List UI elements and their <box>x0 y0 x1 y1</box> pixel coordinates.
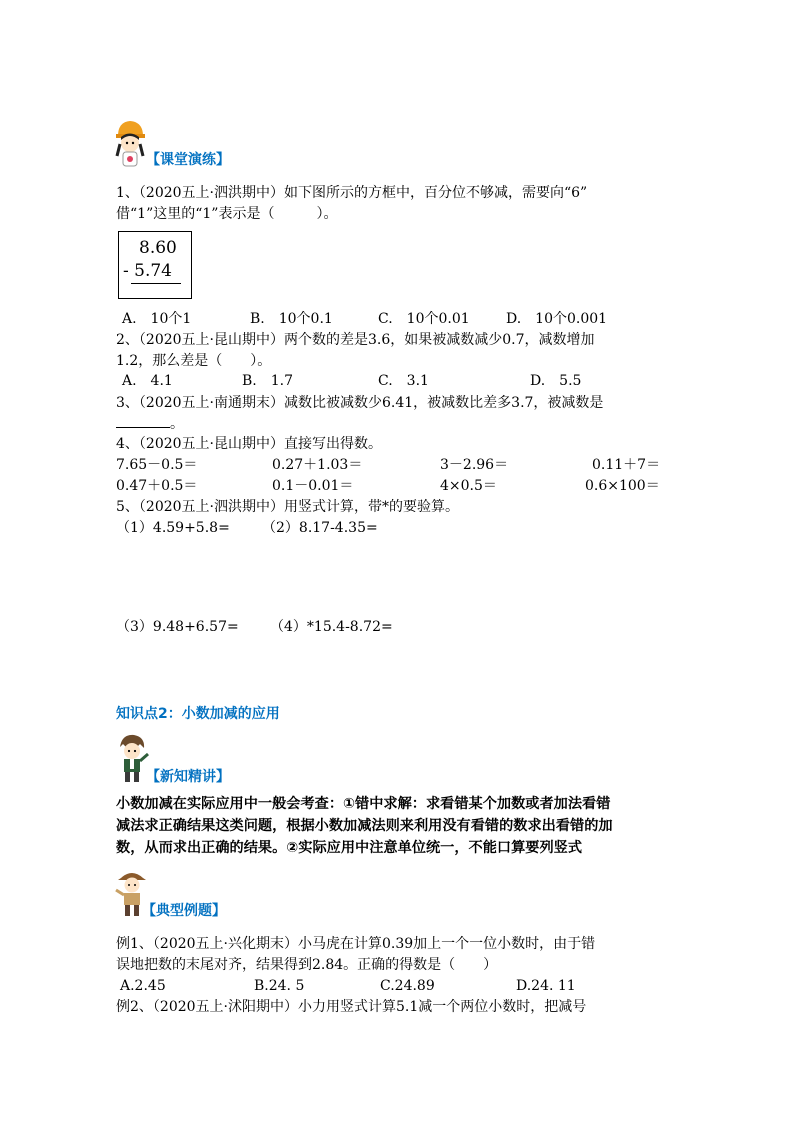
answer-blank <box>116 413 170 428</box>
example1-line1: 例1、（2020五上·兴化期末）小马虎在计算0.39加上一个一位小数时，由于错 <box>116 936 596 952</box>
q4-r1-c4: 0.11＋7＝ <box>592 457 661 473</box>
q3-line2: 。 <box>116 413 184 433</box>
figure-underline <box>131 283 181 284</box>
q1-option-c: C. 10个0.01 <box>378 311 470 327</box>
example1-option-b: B.24. 5 <box>254 978 305 994</box>
q4-r1-c3: 3－2.96＝ <box>440 457 509 473</box>
q5-line1: 5、（2020五上·泗洪期中）用竖式计算，带*的要验算。 <box>116 499 459 515</box>
q5-part4: （4）*15.4-8.72= <box>270 619 393 635</box>
q4-line1: 4、（2020五上·昆山期中）直接写出得数。 <box>116 436 382 452</box>
q5-part2: （2）8.17-4.35= <box>262 520 378 536</box>
q4-r2-c3: 4×0.5＝ <box>440 478 497 494</box>
example1-option-c: C.24.89 <box>380 978 435 994</box>
q1-line2: 借“1”这里的“1”表示是（ ）。 <box>116 206 338 222</box>
figure-row2: - 5.74 <box>123 261 172 281</box>
q1-option-d: D. 10个0.001 <box>506 311 608 327</box>
figure-row1: 8.60 <box>139 238 177 258</box>
section-header-typical-examples: 【典型例题】 <box>142 903 226 919</box>
q1-line1: 1、（2020五上·泗洪期中）如下图所示的方框中，百分位不够减，需要向“6” <box>116 185 588 201</box>
explanation-line3: 数，从而求出正确的结果。②实际应用中注意单位统一，不能口算要列竖式 <box>116 840 583 856</box>
q2-option-b: B. 1.7 <box>242 373 294 389</box>
q1-option-a: A. 10个1 <box>122 311 192 327</box>
example2-line1: 例2、（2020五上·沭阳期中）小力用竖式计算5.1减一个两位小数时，把减号 <box>116 999 587 1015</box>
q4-r2-c2: 0.1－0.01＝ <box>272 478 354 494</box>
section-header-new-knowledge: 【新知精讲】 <box>146 769 230 785</box>
subtraction-figure <box>118 231 192 299</box>
q5-part3: （3）9.48+6.57= <box>116 619 239 635</box>
q2-line2: 1.2，那么差是（ ）。 <box>116 353 272 369</box>
girl-mascot-icon <box>110 118 150 168</box>
q4-r1-c2: 0.27＋1.03＝ <box>272 457 363 473</box>
section-header-practice: 【课堂演练】 <box>146 152 230 168</box>
q3-line1: 3、（2020五上·南通期末）减数比被减数少6.41，被减数比差多3.7，被减数是 <box>116 395 604 411</box>
knowledge-point-title: 知识点2：小数加减的应用 <box>116 706 280 722</box>
q2-option-d: D. 5.5 <box>530 373 582 389</box>
example1-line2: 误地把数的末尾对齐，结果得到2.84。正确的得数是（ ） <box>116 957 498 973</box>
q5-part1: （1）4.59+5.8= <box>116 520 230 536</box>
explanation-line2: 减法求正确结果这类问题，根据小数加减法则来利用没有看错的数求出看错的加 <box>116 818 613 834</box>
q2-option-c: C. 3.1 <box>378 373 429 389</box>
q1-option-b: B. 10个0.1 <box>250 311 333 327</box>
q4-r2-c4: 0.6×100＝ <box>585 478 660 494</box>
q4-r2-c1: 0.47＋0.5＝ <box>116 478 198 494</box>
explanation-line1: 小数加减在实际应用中一般会考查：①错中求解：求看错某个加数或者加法看错 <box>116 796 611 812</box>
example1-option-a: A.2.45 <box>120 978 166 994</box>
example1-option-d: D.24. 11 <box>516 978 576 994</box>
q4-r1-c1: 7.65－0.5＝ <box>116 457 198 473</box>
q2-line1: 2、（2020五上·昆山期中）两个数的差是3.6，如果被减数减少0.7，减数增加 <box>116 332 595 348</box>
q2-option-a: A. 4.1 <box>122 373 173 389</box>
